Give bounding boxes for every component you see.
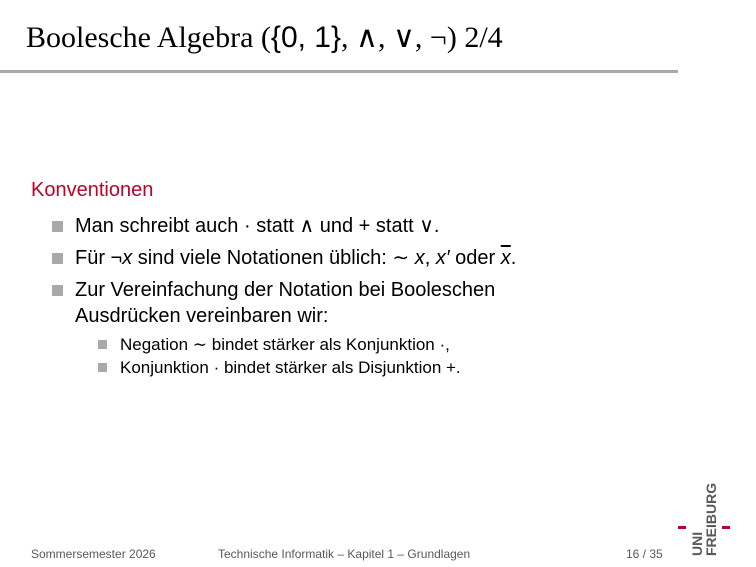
math-var: x: [414, 247, 425, 269]
sub-bullet-text: Konjunktion · bindet stärker als Disjunktion +.: [120, 358, 461, 377]
text-segment: .: [510, 247, 517, 269]
sub-bullet-text: Negation ∼ bindet stärker als Konjunktion ·,: [120, 335, 450, 354]
bullet-square-icon: [98, 363, 107, 372]
math-var: x: [122, 247, 133, 269]
text-segment: Für ¬: [75, 247, 123, 269]
bullet-text: Man schreibt auch · statt ∧ und + statt ∨.: [75, 215, 440, 237]
logo-accent-bar: [678, 526, 686, 529]
text-segment: sind viele Notationen üblich: ∼: [132, 247, 415, 269]
title-set: {0, 1}: [270, 21, 341, 54]
title-rule: [0, 70, 678, 73]
bullet-item: [52, 277, 516, 379]
logo-accent-bar: [722, 526, 730, 529]
footer-semester: Sommersemester 2026: [31, 547, 156, 561]
footer-course: Technische Informatik – Kapitel 1 – Grundlagen: [218, 547, 471, 561]
title-prefix: Boolesche Algebra (: [26, 21, 271, 54]
bullet-square-icon: [52, 253, 63, 264]
bullet-square-icon: [98, 340, 107, 349]
block-title: Konventionen: [31, 179, 154, 201]
bullet-square-icon: [52, 285, 63, 296]
bullet-square-icon: [52, 221, 63, 232]
text-segment: oder: [449, 247, 501, 269]
slide-title: [26, 18, 503, 58]
sub-bullet-list: [98, 333, 516, 379]
footer-page-number: 16 / 35: [626, 547, 663, 561]
text-segment: ,: [424, 247, 436, 269]
sub-bullet-item: [98, 333, 516, 356]
title-suffix: , ∧, ∨, ¬) 2/4: [341, 21, 503, 54]
bullet-text-line-2: Ausdrücken vereinbaren wir:: [75, 305, 329, 327]
university-logo: [678, 478, 738, 558]
bullet-item: [52, 245, 516, 271]
math-var-overline: $\overline{x}$: [500, 247, 511, 269]
logo-text-uni: UNI: [689, 531, 705, 556]
bullet-list: [52, 213, 516, 379]
bullet-item: [52, 213, 516, 239]
bullet-text: [75, 245, 516, 271]
math-var: x′: [435, 247, 450, 269]
sub-bullet-item: [98, 356, 516, 379]
logo-text-freiburg: FREIBURG: [703, 482, 719, 556]
bullet-text-line-1: Zur Vereinfachung der Notation bei Booleschen: [75, 279, 496, 301]
